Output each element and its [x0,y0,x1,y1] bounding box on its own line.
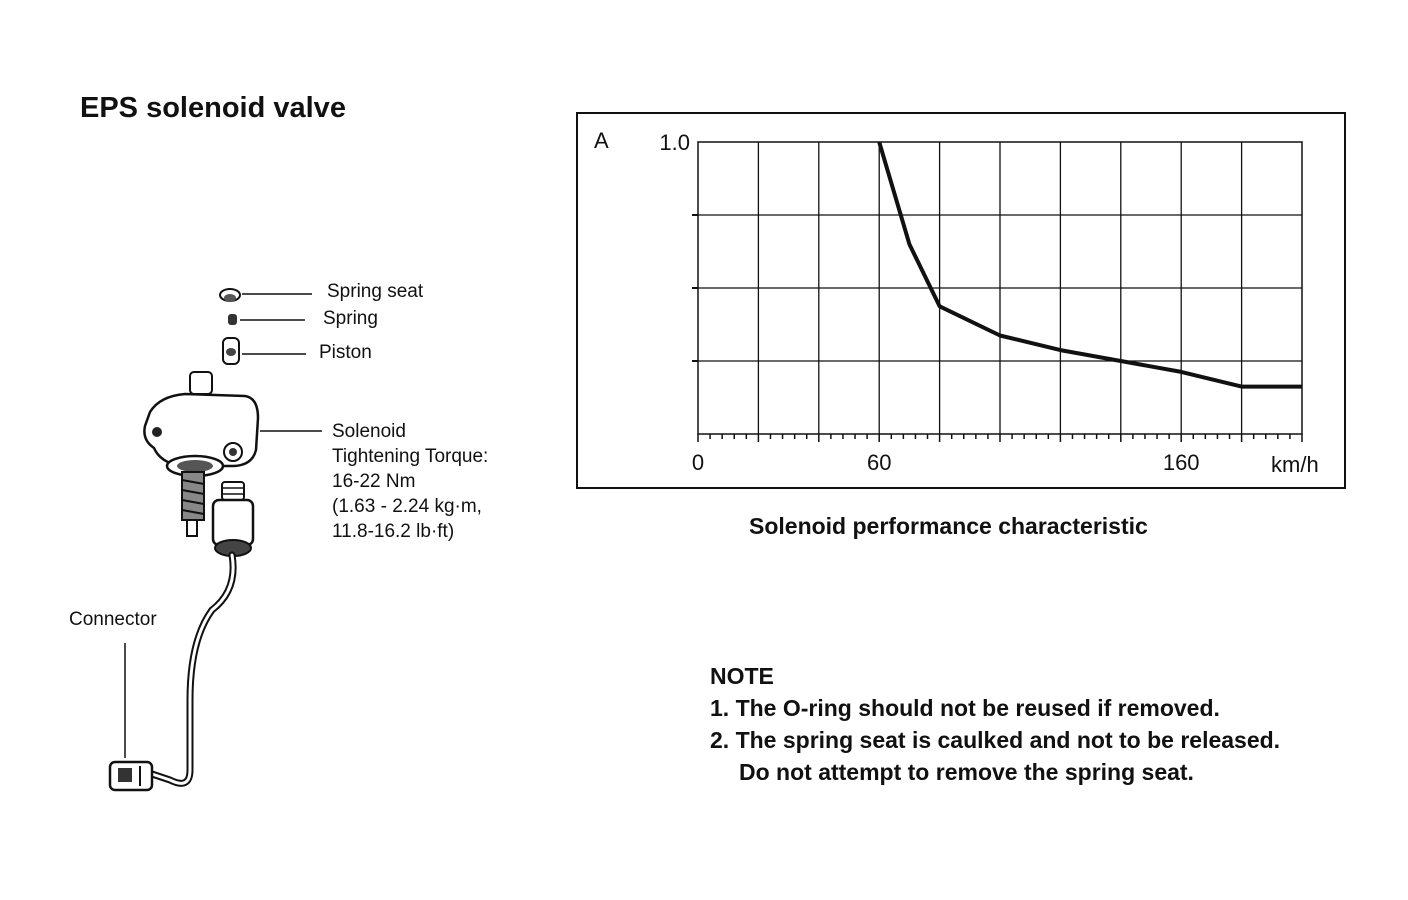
spring-label: Spring [323,308,378,329]
piston-part [223,338,239,364]
chart-title: Solenoid performance characteristic [749,513,1148,539]
spring-seat-label: Spring seat [327,281,424,302]
piston-label: Piston [319,342,372,363]
note-item-2: 2. The spring seat is caulked and not to be released. [710,727,1281,753]
solenoid-label: Solenoid [332,421,406,442]
spring-part [228,314,237,325]
x-tick-label: 0 [691,450,705,475]
x-tick-label: 60 [866,450,892,475]
connector-part [110,762,152,790]
chart-grid [692,142,1302,434]
tick-labels [659,130,1199,475]
note-block [710,660,1280,788]
x-axis-label: km/h [1271,452,1319,477]
y-tick-label: 1.0 [659,130,690,155]
connector-cable [140,555,233,783]
torque-lbft: 11.8-16.2 lb·ft) [332,521,455,542]
x-minor-ticks [698,434,1302,442]
solenoid-callout [332,419,488,544]
note-item-1: 1. The O-ring should not be reused if removed. [710,695,1220,721]
series-line [879,142,1302,387]
y-axis-label: A [594,128,609,153]
connector-label: Connector [69,609,157,630]
x-tick-label: 160 [1162,450,1200,475]
torque-kgm: (1.63 - 2.24 kg·m, [332,496,482,517]
solenoid-plunger [213,482,253,556]
note-item-2-continued: Do not attempt to remove the spring seat. [739,759,1194,785]
performance-chart [576,112,1346,489]
note-heading: NOTE [710,663,774,689]
page-title: EPS solenoid valve [80,92,346,124]
torque-nm: 16-22 Nm [332,471,416,492]
torque-label: Tightening Torque: [332,446,489,467]
spring-seat-part [220,289,240,302]
